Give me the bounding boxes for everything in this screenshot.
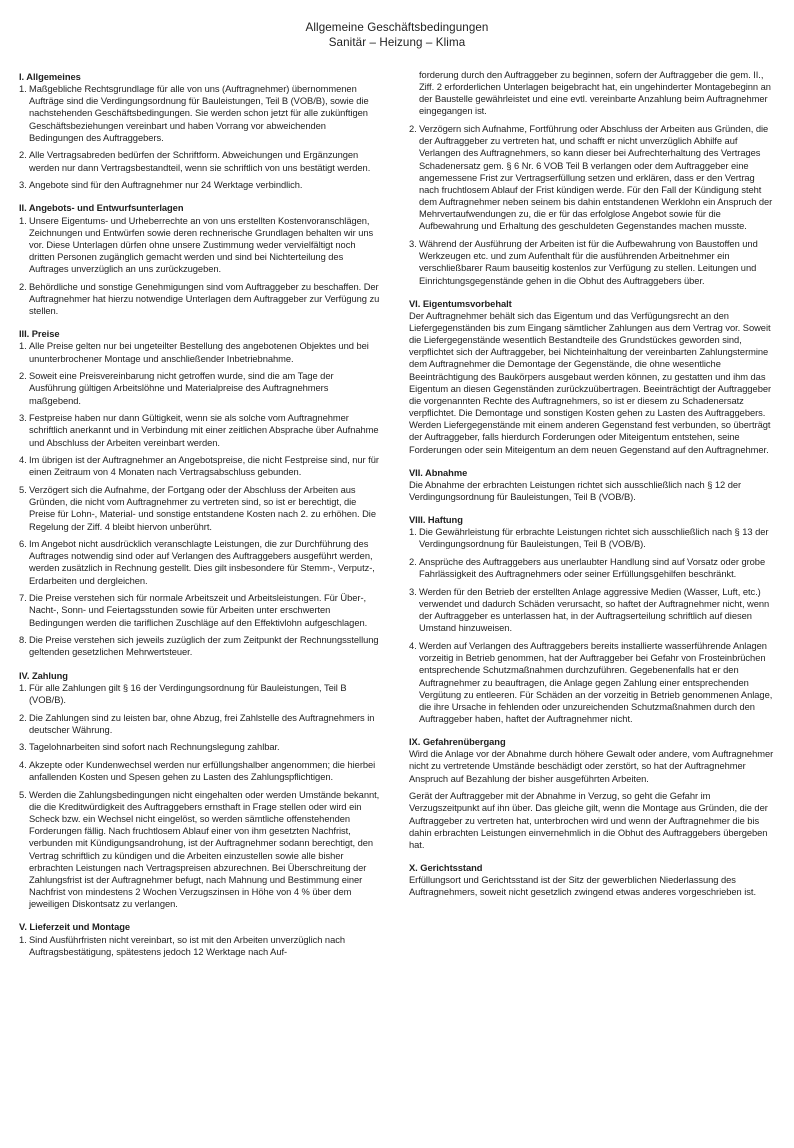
section <box>409 736 775 851</box>
clause-text: Maßgebliche Rechtsgrundlage für alle von uns (Auftragnehmer) übernommenen Aufträge sind die Verdingungsordnung für Bauleistungen, Teil B (VOB/B), sowie die nachstehenden Geschäftsbedingungen. Sie werden schon jetzt für alle zukünftigen Geschäftsbeziehungen vereinbart und haben Vorrang vor abweichenden Bedingungen des Auftraggebers. <box>29 84 369 143</box>
clause-number: 6. <box>19 539 27 550</box>
clause-item <box>409 640 775 725</box>
right-column <box>409 69 775 910</box>
clause-number: 8. <box>19 635 27 646</box>
clause-number: 2. <box>19 281 27 292</box>
section-v-continuation: forderung durch den Auftraggeber zu beginnen, sofern der Auftraggeber die gem. II., Ziff. 2 erforderlichen Unterlagen beigebracht hat, ein ungehinderter Montagebeginn an der Baustelle gewährleistet und eine evtl. vereinbarte Anzahlung beim Auftragnehmer eingegangen ist. <box>419 70 771 117</box>
section-paragraph: Gerät der Auftraggeber mit der Abnahme in Verzug, so geht die Gefahr im Verzugszeitpunkt auf ihn über. Das gleiche gilt, wenn die Montage aus Gründen, die der Auftraggeber zu vertreten hat, unterbrochen wird und wenn der Auftragnehmer die bis dahin erbrachten Leistungen einvernehmlich in die Obhut des Auftraggebers übergeben hat. <box>409 791 768 850</box>
clause-number: 2. <box>409 124 417 135</box>
clause-text: Für alle Zahlungen gilt § 16 der Verdingungsordnung für Bauleistungen, Teil B (VOB/B). <box>29 682 347 705</box>
clause-text: Behördliche und sonstige Genehmigungen sind vom Auftraggeber zu beschaffen. Der Auftragnehmer hat hierzu notwendige Unterlagen dem Auftraggeber zur Verfügung zu stellen. <box>29 281 380 317</box>
clause-item <box>19 592 381 628</box>
clause-number: 3. <box>409 586 417 597</box>
clause-text: Akzepte oder Kundenwechsel werden nur erfüllungshalber angenommen; die hierbei anfallenden Kosten und Spesen gehen zu Lasten des Zahlungspflichtigen. <box>29 760 376 783</box>
clause-text: Festpreise haben nur dann Gültigkeit, wenn sie als solche vom Auftragnehmer schriftlich anerkannt und in Verbindung mit einer zeitlichen Absprache über Aufnahme und Abschluss der Arbeiten vereinbart werden. <box>29 413 379 448</box>
clause-item <box>19 789 381 911</box>
clause-number: 3. <box>409 239 417 250</box>
clause-text: Tagelohnarbeiten sind sofort nach Rechnungslegung zahlbar. <box>29 742 280 753</box>
clause-item <box>19 83 381 144</box>
clause-text: Verzögert sich die Aufnahme, der Fortgang oder der Abschluss der Arbeiten aus Gründen, die nicht vom Auftragnehmer zu vertreten sind, so ist er berechtigt, die Preise für Lohn-, Material- und sonstige entstandene Kosten nach 2. zu erhöhen. Die Regelung der Ziff. 4 bleibt hiervon unberührt. <box>29 485 376 532</box>
clause-number: 1. <box>19 215 27 226</box>
clause-text: Die Preise verstehen sich für normale Arbeitszeit und Arbeitsleistungen. Für Über-, Nacht-, Sonn- und Feiertagsstunden sowie für Arbeiten unter erschwerten Bedingungen werden die tariflichen Zuschläge auf den Effektivlohn aufgeschlagen. <box>29 593 368 628</box>
section <box>19 202 381 317</box>
clause-text: Werden auf Verlangen des Auftraggebers bereits installierte wasserführende Anlagen vorzeitig in Betrieb genommen, hat der Auftraggeber bei Gefahr von Frosteinbrüchen entsprechende Schutzmaßnahmen durchzuführen. Gegebenenfalls hat er den Auftragnehmer zu beauftragen, die Anlage gegen Zahlung einer entsprechenden Vergütung zu entleeren. Für Schäden an der vorzeitig in Betrieb genommenen Anlage, die ihre Ursache in fehlenden oder unzureichenden Schutzmaßnahmen durch den Auftraggeber haben, haftet der Auftragnehmer nicht. <box>419 641 773 724</box>
clause-list <box>19 934 381 958</box>
clause-number: 1. <box>19 934 27 945</box>
clause-number: 3. <box>19 742 27 753</box>
clause-item <box>19 412 381 448</box>
section <box>409 514 775 725</box>
clause-number: 2. <box>19 371 27 382</box>
section <box>409 467 775 503</box>
clause-item <box>19 149 381 173</box>
clause-item <box>19 179 381 191</box>
clause-item <box>19 340 381 364</box>
clause-number: 3. <box>19 180 27 191</box>
section <box>409 298 775 456</box>
clause-item <box>409 238 775 287</box>
section-title: IV. Zahlung <box>19 670 68 681</box>
clause-item <box>19 934 381 958</box>
clause-text: Alle Vertragsabreden bedürfen der Schriftform. Abweichungen und Ergänzungen werden nur dann Vertragsbestandteil, wenn sie schriftlich von uns bestätigt werden. <box>29 150 371 173</box>
clause-list <box>19 682 381 911</box>
clause-number: 7. <box>19 593 27 604</box>
clause-number: 5. <box>19 485 27 496</box>
clause-item <box>19 484 381 533</box>
right-sections <box>409 298 775 899</box>
clause-number: 3. <box>19 413 27 424</box>
section-title: III. Preise <box>19 329 60 340</box>
clause-item <box>19 741 381 753</box>
clause-number: 4. <box>19 760 27 770</box>
clause-number: 2. <box>409 557 417 568</box>
section-paragraph: Wird die Anlage vor der Abnahme durch höhere Gewalt oder andere, vom Auftragnehmer nicht zu vertretende Umstände beschädigt oder zerstört, so hat der Auftragnehmer Anspruch auf Bezahlung der bisher ausgeführten Arbeiten. <box>409 749 774 784</box>
clause-text: Während der Ausführung der Arbeiten ist für die Aufbewahrung von Baustoffen und Werkzeugen etc. und zum Aufenthalt für die ausführenden Arbeitnehmer ein verschließbarer Raum bauseitig kostenlos zur Verfügung zu stellen. Leitungen und Einrichtungsgegenstände gehen in die Obhut des Auftraggebers über. <box>419 239 758 286</box>
section-title: V. Lieferzeit und Montage <box>19 922 131 933</box>
clause-item <box>409 526 775 550</box>
clause-text: Unsere Eigentums- und Urheberrechte an von uns erstellten Kostenvoranschlägen, Zeichnungen und Entwürfen sowie deren rechnerische Grundlagen behalten wir uns vor. Diese Unterlagen dürfen ohne unsere Zustimmung weder vervielfältigt noch dritten Personen zugänglich gemacht werden und sind bei Nichterteilung des Auftrages unverzüglich an uns zurückzugeben. <box>29 215 374 275</box>
clause-item <box>19 370 381 406</box>
clause-text: Soweit eine Preisvereinbarung nicht getroffen wurde, sind die am Tage der Ausführung gültigen Arbeitslöhne und Materialpreise des Auftragnehmers maßgebend. <box>29 371 334 406</box>
clause-item <box>19 634 381 658</box>
section-paragraph: Erfüllungsort und Gerichtsstand ist der Sitz der gewerblichen Niederlassung des Auftragnehmers, soweit nicht gesetzlich zwingend etwas anderes vorgeschrieben ist. <box>409 875 756 898</box>
clause-number: 2. <box>19 712 27 723</box>
document-title: Allgemeine Geschäftsbedingungen <box>305 21 489 34</box>
clause-text: Verzögern sich Aufnahme, Fortführung oder Abschluss der Arbeiten aus Gründen, die der Auftraggeber zu vertreten hat, und schafft er nicht unverzüglich Abhilfe auf Verlangen des Auftragnehmers, so kann dieser bei Aufrechterhaltung des Vertrages Schadenersatz gem. § 6 Nr. 6 VOB Teil B verlangen oder dem Auftraggeber eine angemessene Frist zur Vertragserfüllung setzen und erklären, dass er den Vertrag nach fruchtlosem Ablauf der Frist kündigen werde. Für den Fall der Kündigung steht dem Auftragnehmer neben seinem bis dahin entstandenen Werklohn ein Anspruch der Mehrvertaufwendungen zu, die er für das erfolglose Angebot sowie für die Aufbewahrung und Erhaltung des geschuldeten Gegenstandes machen musste. <box>419 124 773 232</box>
clause-number: 4. <box>409 641 417 652</box>
clause-text: Im Angebot nicht ausdrücklich veranschlagte Leistungen, die zur Durchführung des Auftrages notwendig sind oder auf Verlangen des Auftraggebers ausgeführt werden, werden zusätzlich in Rechnung gestellt. Dies gilt insbesondere für Stemm-, Verputz-, Erdarbeiten und dergleichen. <box>29 539 375 586</box>
section <box>19 328 381 658</box>
clause-item <box>19 712 381 736</box>
section-title: IX. Gefahrenübergang <box>409 737 506 748</box>
section-title: I. Allgemeines <box>19 72 81 82</box>
document-subtitle: Sanitär – Heizung – Klima <box>328 36 466 49</box>
clause-number: 1. <box>19 84 27 95</box>
clause-item <box>19 759 381 783</box>
clause-text: Werden die Zahlungsbedingungen nicht eingehalten oder werden Umstände bekannt, die die Kreditwürdigkeit des Auftraggebers ernsthaft in Frage stellen oder wird ein Scheck bzw. ein Wechsel nicht eingelöst, so werden sämtliche offenstehenden Forderungen fällig. Nach fruchtlosem Ablauf einer von ihm gesetzten Nachfrist, verbunden mit Kündigungsandrohung, ist der Auftragnehmer sodann berechtigt, den Vertrag schriftlich zu kündigen und die Arbeiten einzustellen sowie alle bisher erbrachten Leistungen nach Vertragspreisen abzurechnen. Bei Überschreitung der Zahlungsfrist ist der Auftragnehmer befugt, nach Mahnung und Bestimmung einer Nachfrist von mindestens 2 Wochen Verzugszinsen in Höhe von 4 % über dem jeweiligen Diskontsatz zu verlangen. <box>29 789 380 910</box>
clause-item <box>19 682 381 706</box>
clause-number: 1. <box>19 341 27 352</box>
clause-item <box>19 538 381 587</box>
clause-item <box>409 586 775 635</box>
clause-text: Im übrigen ist der Auftragnehmer an Angebotspreise, die nicht Festpreise sind, nur für einen Zeitraum von 4 Monaten nach Vertragsabschluss gebunden. <box>29 455 379 478</box>
clause-number: 4. <box>19 455 27 466</box>
clause-text: Die Gewährleistung für erbrachte Leistungen richtet sich ausschließlich nach § 13 der Verdingungsordnung für Bauleistungen, Teil B (VOB/B). <box>419 527 769 550</box>
section-title: VI. Eigentumsvorbehalt <box>409 298 512 309</box>
clause-list <box>19 340 381 658</box>
left-column <box>19 71 381 969</box>
section-paragraph: Die Abnahme der erbrachten Leistungen richtet sich ausschließlich nach § 12 der Verdingungsordnung für Bauleistungen, Teil B (VOB/B). <box>409 479 742 502</box>
clause-number: 2. <box>19 150 27 161</box>
clause-item <box>409 556 775 580</box>
clause-item <box>19 281 381 317</box>
section <box>19 670 381 911</box>
section-paragraph: Der Auftragnehmer behält sich das Eigentum und das Verfügungsrecht an den Liefergegenständen bis zum Eingang sämtlicher Zahlungen aus dem Vertrag vor. Soweit die Liefergegenstände wesentlich Bestandteile des Grundstückes geworden sind, verpflichtet sich der Auftraggeber, bei Nichteinhaltung der vereinbarten Zahlungstermine dem Auftragnehmer die Demontage der Gegenstände, die ohne wesentliche Beeinträchtigung des Baukörpers ausgebaut werden können, zu gestatten und ihm das Eigentum an diesen Gegenständen zurückzuübertragen. Beeinträchtigt der Auftraggeber die vorgenannten Rechte des Auftragnehmers, so ist er diesem zu Schadenersatz verpflichtet. Die Demontage und sonstigen Kosten gehen zu Lasten des Auftraggebers. Werden Liefergegenstände mit einem anderen Gegenstand fest verbunden, so überträgt der Auftraggeber, falls hierdurch Forderungen oder Miteigentum entstehen, seine Forderungen oder sein Miteigentum an dem neuen Gegenstand auf den Auftragnehmer. <box>409 310 772 455</box>
clause-item <box>19 215 381 276</box>
section-title: II. Angebots- und Entwurfsunterlagen <box>19 203 184 214</box>
clause-text: Alle Preise gelten nur bei ungeteilter Bestellung des angebotenen Objektes und bei ununterbrochener Montage und anschließender Inbetriebnahme. <box>29 341 369 364</box>
section-v-items <box>409 123 775 287</box>
clause-number: 1. <box>19 682 27 693</box>
clause-text: Die Zahlungen sind zu leisten bar, ohne Abzug, frei Zahlstelle des Auftragnehmers in deutscher Währung. <box>29 712 375 735</box>
section-title: VII. Abnahme <box>409 467 468 478</box>
clause-item <box>409 123 775 232</box>
section <box>19 921 381 957</box>
clause-text: Sind Ausführfristen nicht vereinbart, so ist mit den Arbeiten unverzüglich nach Auftragsbestätigung, spätestens jedoch 12 Werktage nach Auf- <box>29 934 345 957</box>
clause-text: Werden für den Betrieb der erstellten Anlage aggressive Medien (Wasser, Luft, etc.) verwendet und dadurch Schäden verursacht, so haftet der Auftragnehmer nicht, wenn der Auftraggeber es unterlassen hat, in der Auftragserteilung schriftlich auf diesen Umstand hinzuweisen. <box>419 586 770 634</box>
clause-list <box>19 83 381 191</box>
clause-list <box>19 215 381 318</box>
section <box>409 862 775 898</box>
clause-list <box>409 526 775 725</box>
clause-number: 5. <box>19 789 27 800</box>
document-header <box>0 20 794 50</box>
clause-text: Angebote sind für den Auftragnehmer nur 24 Werktage verbindlich. <box>29 180 303 191</box>
clause-number: 1. <box>409 527 417 538</box>
section <box>19 71 381 191</box>
section-title: X. Gerichtsstand <box>409 863 483 874</box>
section-title: VIII. Haftung <box>409 515 463 526</box>
clause-text: Ansprüche des Auftraggebers aus unerlaubter Handlung sind auf Vorsatz oder grobe Fahrlässigkeit des Auftragnehmers oder seiner Erfüllungsgehilfen beschränkt. <box>419 557 766 580</box>
clause-text: Die Preise verstehen sich jeweils zuzüglich der zum Zeitpunkt der Rechnungsstellung geltenden gesetzlichen Mehrwertsteuer. <box>29 635 379 658</box>
clause-item <box>19 454 381 478</box>
